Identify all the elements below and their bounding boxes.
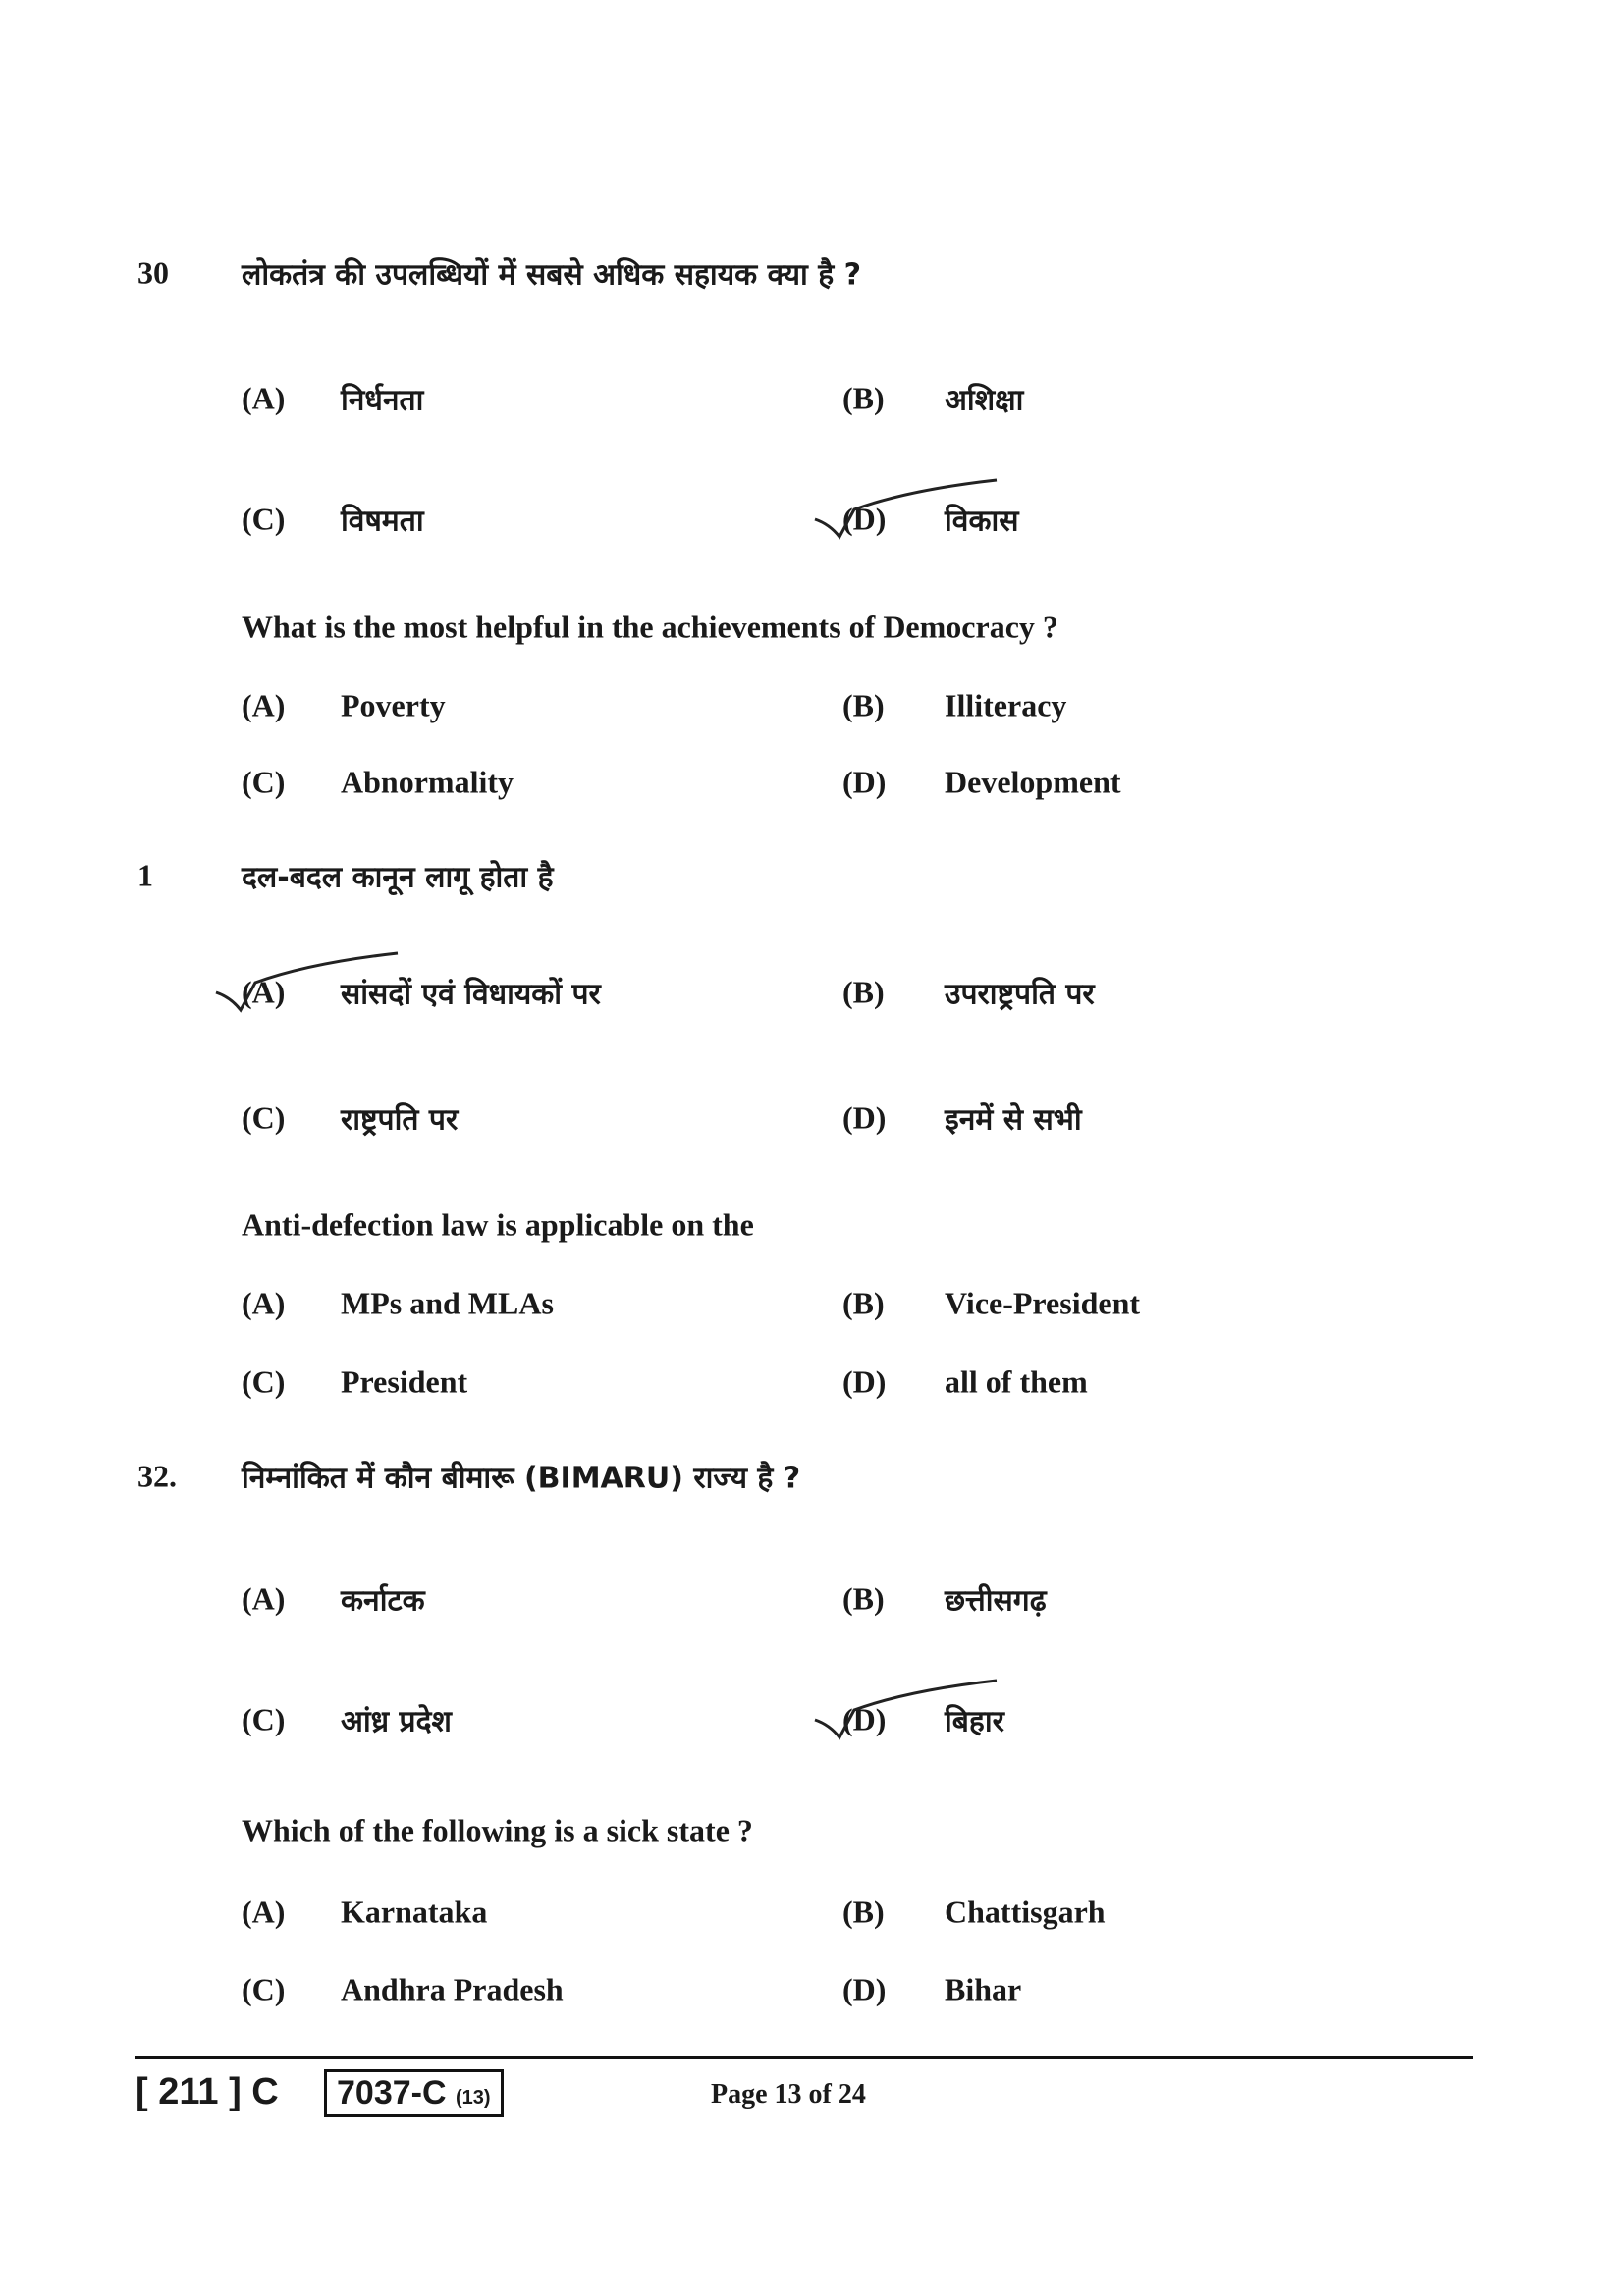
option-english: Bihar: [945, 1971, 1022, 2007]
option-label: (A): [242, 380, 286, 416]
option-english: Andhra Pradesh: [341, 1971, 564, 2007]
option-hindi: विकास: [945, 504, 1019, 539]
paper-code: 7037-C: [337, 2074, 447, 2111]
option-hindi: अशिक्षा: [945, 383, 1024, 418]
option-english: Illiteracy: [945, 687, 1067, 723]
option-hindi: राष्ट्रपति पर: [341, 1102, 459, 1138]
option-label: (C): [242, 1363, 286, 1400]
option-label: (A): [242, 1580, 286, 1617]
footer-rule: [135, 2056, 1473, 2059]
option-label: (A): [242, 687, 286, 723]
option-label: (A): [242, 1894, 286, 1930]
question-english: Anti-defection law is applicable on the: [242, 1206, 754, 1243]
option-label: (D): [842, 1099, 887, 1136]
option-label: (C): [242, 1971, 286, 2007]
question-english: Which of the following is a sick state ?: [242, 1812, 753, 1848]
option-label: (B): [842, 974, 885, 1010]
tick-mark-icon: [810, 1681, 1006, 1739]
option-hindi: निर्धनता: [341, 383, 424, 418]
option-english: Karnataka: [341, 1894, 488, 1930]
option-hindi: विषमता: [341, 504, 424, 539]
option-hindi: छत्तीसगढ़: [945, 1583, 1047, 1619]
paper-code-box: [324, 2069, 504, 2117]
option-english: Chattisgarh: [945, 1894, 1106, 1930]
option-label: (C): [242, 1099, 286, 1136]
option-english: all of them: [945, 1363, 1088, 1400]
option-hindi: कर्नाटक: [341, 1583, 425, 1619]
option-english: Abnormality: [341, 764, 514, 800]
option-hindi: सांसदों एवं विधायकों पर: [341, 977, 601, 1012]
option-label: (C): [242, 764, 286, 800]
option-label: (D): [842, 501, 887, 537]
option-label: (C): [242, 1701, 286, 1737]
option-label: (C): [242, 501, 286, 537]
question-english: What is the most helpful in the achievements of Democracy ?: [242, 609, 1058, 645]
option-label: (B): [842, 1894, 885, 1930]
option-english: Vice-President: [945, 1285, 1141, 1321]
option-english: MPs and MLAs: [341, 1285, 554, 1321]
option-english: President: [341, 1363, 468, 1400]
option-label: (D): [842, 1701, 887, 1737]
option-hindi: बिहार: [945, 1704, 1004, 1739]
question-number: 32.: [137, 1458, 177, 1494]
question-hindi: दल-बदल कानून लागू होता है: [242, 860, 554, 895]
option-label: (B): [842, 1285, 885, 1321]
option-label: (A): [242, 1285, 286, 1321]
option-english: Poverty: [341, 687, 446, 723]
page-number: Page 13 of 24: [711, 2079, 866, 2109]
option-label: (B): [842, 380, 885, 416]
question-hindi: लोकतंत्र की उपलब्धियों में सबसे अधिक सहायक क्या है ?: [242, 257, 862, 293]
question-number: 30: [137, 254, 169, 291]
footer-code: [ 211 ] C: [135, 2071, 279, 2112]
tick-mark-icon: [810, 480, 1006, 539]
option-label: (D): [842, 1971, 887, 2007]
option-hindi: इनमें से सभी: [945, 1102, 1082, 1138]
option-hindi: आंध्र प्रदेश: [341, 1704, 452, 1739]
option-label: (D): [842, 1363, 887, 1400]
tick-mark-icon: [211, 953, 407, 1012]
option-label: (B): [842, 1580, 885, 1617]
option-label: (A): [242, 974, 286, 1010]
question-number: 1: [137, 857, 153, 893]
option-label: (D): [842, 764, 887, 800]
question-hindi: निम्नांकित में कौन बीमारू (BIMARU) राज्य है ?: [242, 1461, 801, 1496]
option-hindi: उपराष्ट्रपति पर: [945, 977, 1095, 1012]
option-label: (B): [842, 687, 885, 723]
option-english: Development: [945, 764, 1121, 800]
paper-code-sub: (13): [455, 2087, 491, 2109]
